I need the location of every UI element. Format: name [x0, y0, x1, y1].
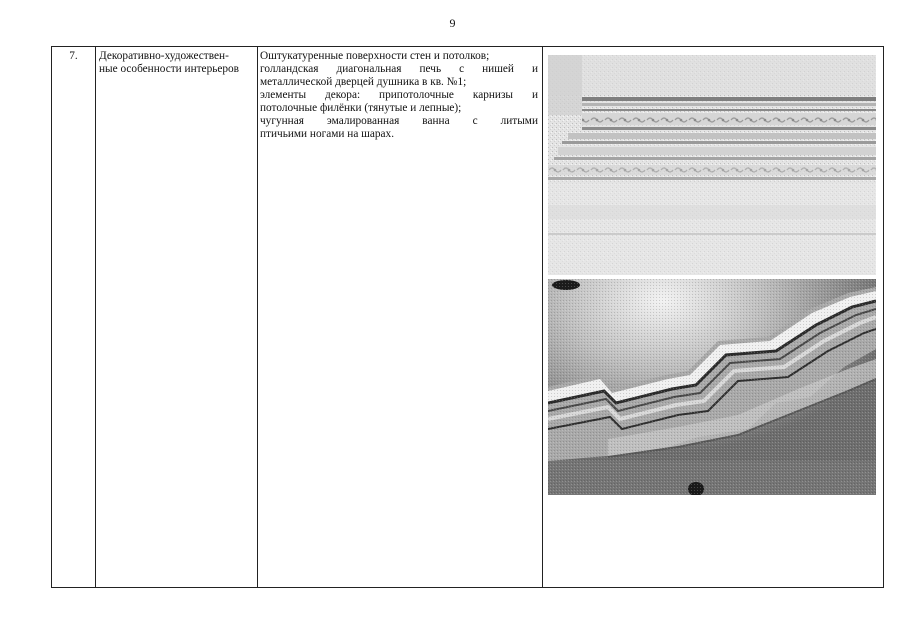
- description-line: элементы декора: припотолочные карнизы и: [260, 89, 538, 101]
- photos-cell: [543, 47, 885, 587]
- description-line: потолочные филёнки (тянутые и лепные);: [260, 102, 462, 114]
- feature-title-line: Декоративно-художествен-: [99, 50, 229, 62]
- page-number: 9: [449, 16, 456, 30]
- description-line: металлической дверцей душника в кв. №1;: [260, 76, 467, 88]
- feature-description-cell: [258, 47, 543, 587]
- description-line: чугунная эмалированная ванна с литыми: [260, 115, 538, 127]
- description-line: птичьими ногами на шарах.: [260, 128, 395, 140]
- ceiling-panel-photo: [548, 279, 876, 495]
- description-line: голландская диагональная печь с нишей и: [260, 63, 538, 75]
- row-number-cell: [52, 47, 96, 587]
- monument-features-table: [51, 46, 884, 588]
- description-line: Оштукатуренные поверхности стен и потолков;: [260, 50, 490, 62]
- cornice-photo: [548, 55, 876, 275]
- feature-title-cell: [96, 47, 258, 587]
- feature-title-line: ные особенности интерьеров: [99, 63, 240, 75]
- row-number: 7.: [69, 50, 78, 62]
